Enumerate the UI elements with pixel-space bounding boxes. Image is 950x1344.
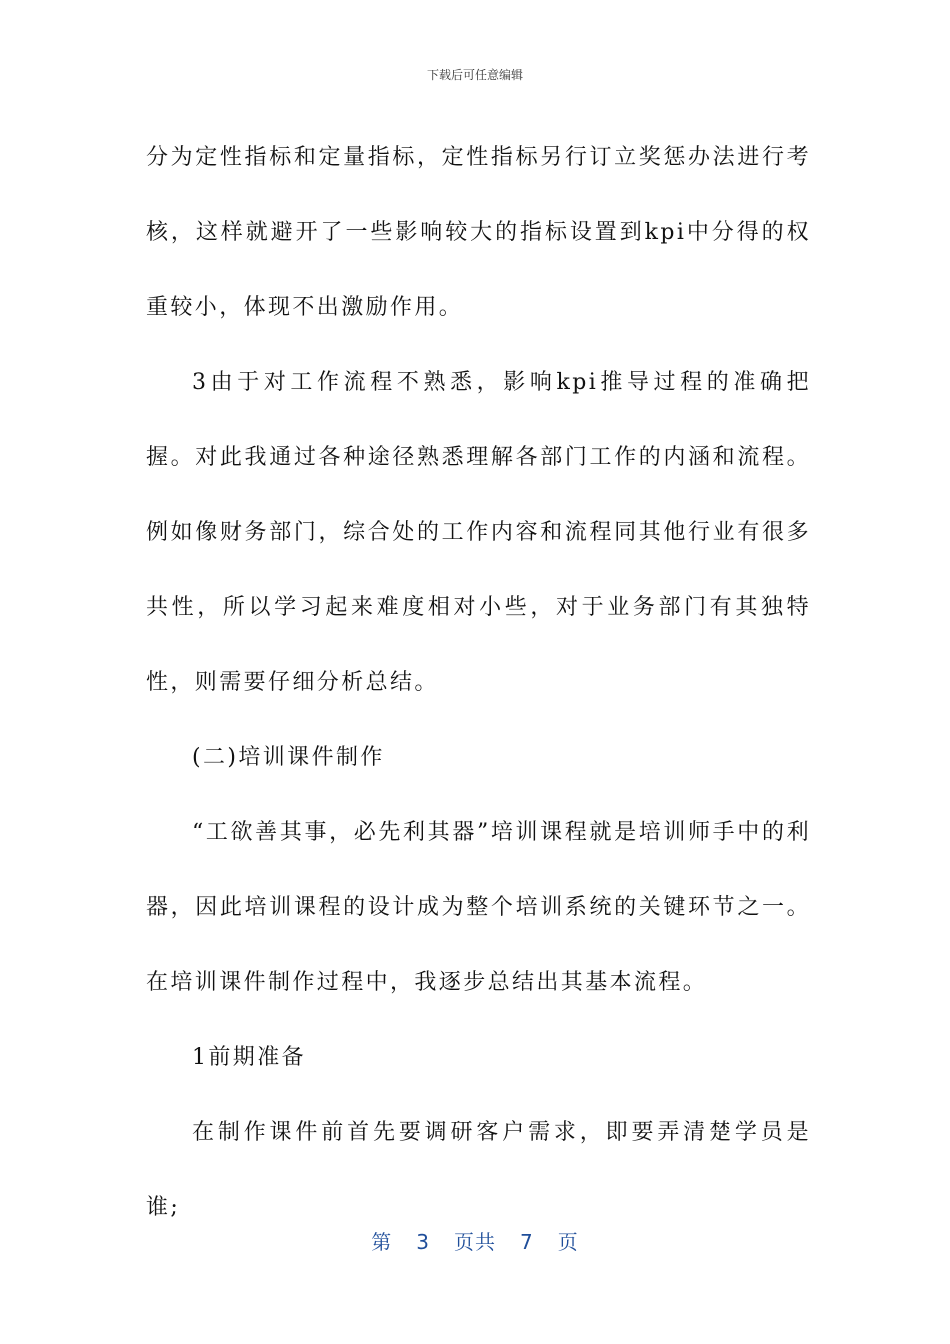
footer-ye-gong: 页共 (454, 1230, 496, 1254)
footer-total-pages: 7 (520, 1230, 534, 1254)
paragraph-1: 分为定性指标和定量指标，定性指标另行订立奖惩办法进行考核，这样就避开了一些影响较大的指标设置到kpi中分得的权重较小，体现不出激励作用。 (146, 145, 811, 320)
page-footer (0, 1226, 950, 1255)
footer-di: 第 (371, 1230, 393, 1254)
section-heading: (二)培训课件制作 (192, 745, 385, 770)
paragraph-2: 3由于对工作流程不熟悉，影响kpi推导过程的准确把握。对此我通过各种途径熟悉理解各部门工作的内涵和流程。例如像财务部门，综合处的工作内容和流程同其他行业有很多共性，所以学习起来难度相对小些，对于业务部门有其独特性，则需要仔细分析总结。 (146, 370, 811, 695)
footer-ye: 页 (557, 1230, 579, 1254)
document-body (146, 120, 811, 1245)
page-header-note: 下载后可任意编辑 (426, 68, 523, 82)
paragraph-4: 在制作课件前首先要调研客户需求，即要弄清楚学员是谁; (146, 1120, 811, 1220)
footer-page-number: 3 (416, 1230, 430, 1254)
subsection-heading: 1前期准备 (192, 1045, 306, 1070)
paragraph-3: “工欲善其事，必先利其器”培训课程就是培训师手中的利器，因此培训课程的设计成为整个培训系统的关键环节之一。在培训课件制作过程中，我逐步总结出其基本流程。 (146, 820, 811, 995)
